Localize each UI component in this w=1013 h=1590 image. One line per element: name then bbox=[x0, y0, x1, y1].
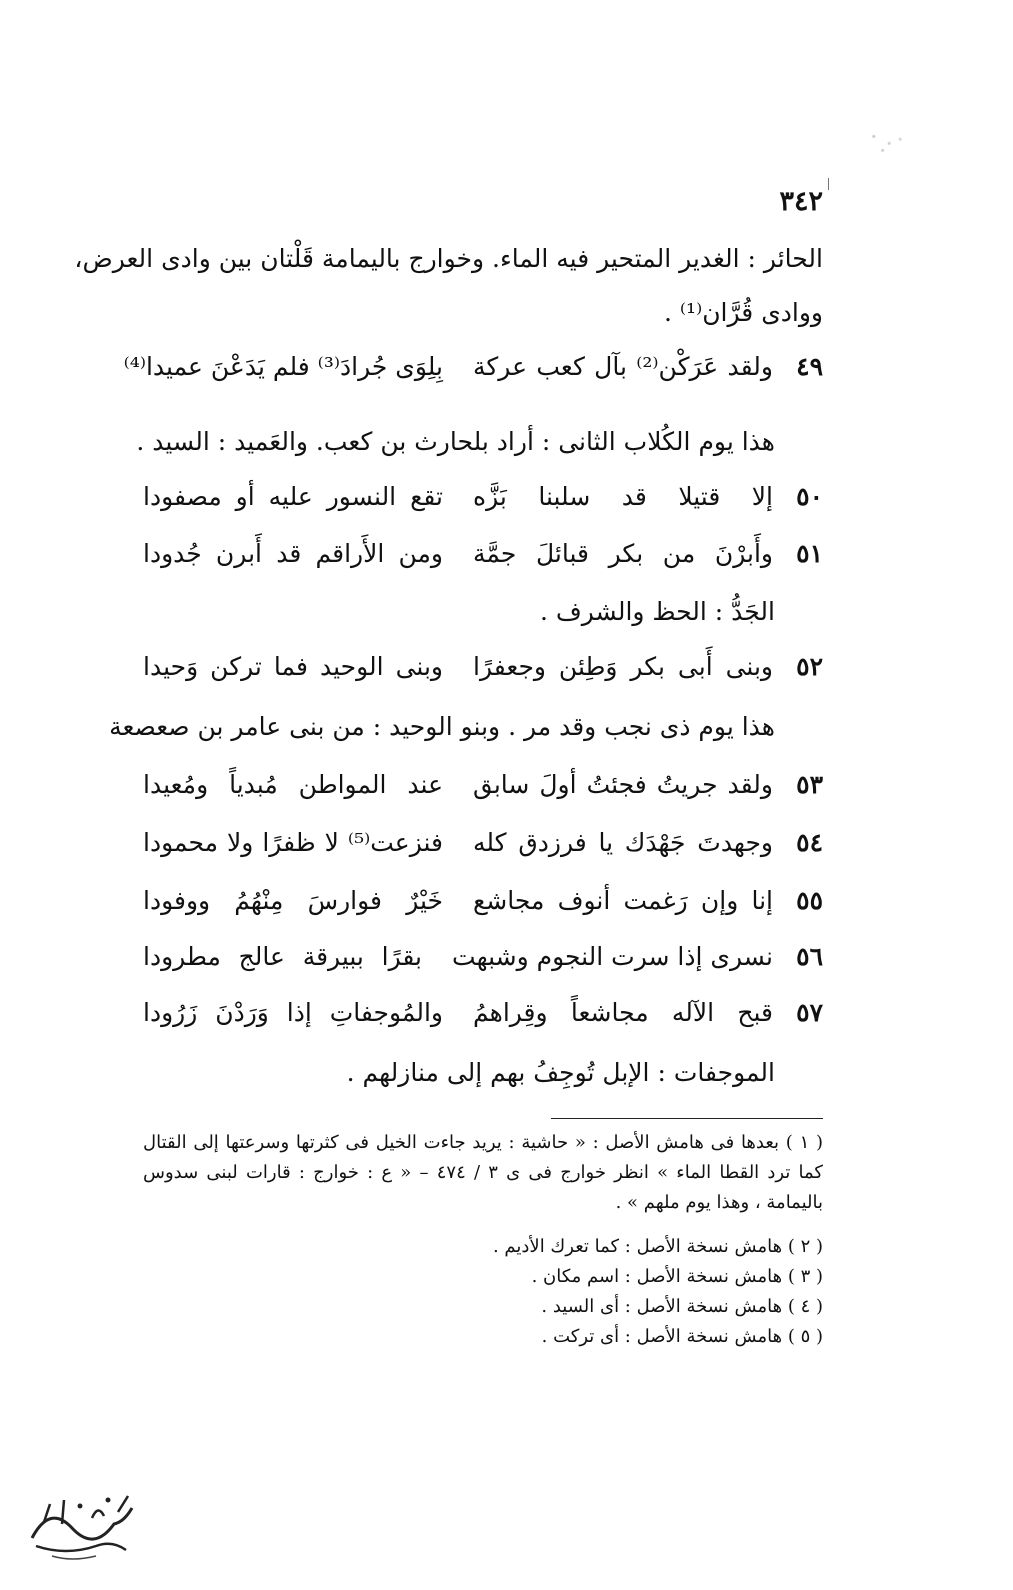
first-hemistich: وبنى أَبى بكر وَطِئن وجعفرًا bbox=[473, 652, 773, 681]
verse-number: ٥٥ bbox=[796, 886, 823, 915]
second-hemistich: خَيْرٌ فوارسَ مِنْهُمُ ووفودا bbox=[143, 886, 443, 915]
verse-number: ٥٠ bbox=[796, 482, 823, 511]
second-hemistich: بِلِوَى جُرادَ⁽³⁾ فلم يَدَعْنَ عميدا⁽⁴⁾ bbox=[123, 352, 443, 381]
margin-mark bbox=[828, 178, 829, 190]
first-hemistich: ولقد جريتُ فجئتُ أولَ سابق bbox=[473, 770, 773, 799]
library-logo bbox=[22, 1478, 150, 1566]
verse-line bbox=[143, 768, 823, 802]
page-number: ٣٤٢ bbox=[779, 186, 823, 217]
prose-line: الحائر : الغدير المتحير فيه الماء. وخوارج باليمامة قَلْتان بين وادى العرض، bbox=[74, 244, 823, 273]
second-hemistich: بقرًا ببيرقة عالج مطرودا bbox=[143, 942, 423, 971]
verse-number: ٥٣ bbox=[796, 770, 823, 799]
footnote-4: ( ٤ ) هامش نسخة الأصل : أى السيد . bbox=[541, 1296, 823, 1317]
second-hemistich: ومن الأَراقم قد أَبرن جُدودا bbox=[143, 539, 443, 568]
first-hemistich: إنا وإن رَغمت أنوف مجاشع bbox=[473, 886, 773, 915]
first-hemistich: وجهدتَ جَهْدَك يا فرزدق كله bbox=[473, 828, 773, 857]
footnote-5: ( ٥ ) هامش نسخة الأصل : أى تركت . bbox=[541, 1326, 823, 1347]
prose-line: الموجفات : الإبل تُوجِفُ بهم إلى منازلهم . bbox=[346, 1058, 775, 1087]
verse-line bbox=[143, 884, 823, 918]
verse-line bbox=[143, 826, 823, 860]
first-hemistich: نسرى إذا سرت النجوم وشبهت bbox=[452, 942, 773, 971]
verse-number: ٤٩ bbox=[796, 352, 823, 381]
verse-line bbox=[143, 537, 823, 571]
verse-number: ٥١ bbox=[796, 539, 823, 568]
second-hemistich: وبنى الوحيد فما تركن وَحيدا bbox=[143, 652, 443, 681]
verse-line bbox=[123, 350, 823, 384]
footnote-1: ( ١ ) بعدها فى هامش الأصل : « حاشية : يريد جاءت الخيل فى كثرتها وسرعتها إلى القتال كما ترد القطا الماء » انظر خوارج فى ى ٣ / ٤٧٤ – « ع : خوارج : قارات لبنى سدوس باليمامة ، وهذا يوم ملهم » . bbox=[143, 1132, 823, 1213]
second-hemistich: فنزعت⁽⁵⁾ لا ظفرًا ولا محمودا bbox=[143, 828, 443, 857]
verse-line bbox=[143, 650, 823, 684]
first-hemistich: ولقد عَرَكْن⁽²⁾ بآل كعب عركة bbox=[473, 352, 773, 381]
footnote-rule bbox=[551, 1118, 823, 1119]
verse-line bbox=[143, 940, 823, 974]
prose-line: الجَدُّ : الحظ والشرف . bbox=[539, 597, 775, 626]
prose-line: ووادى قُرَّان⁽¹⁾ . bbox=[663, 298, 823, 327]
first-hemistich: وأَبرْنَ من بكر قبائلَ جمَّة bbox=[473, 539, 773, 568]
first-hemistich: إلا قتيلا قد سلبنا بَزَّه bbox=[473, 482, 773, 511]
verse-number: ٥٢ bbox=[796, 652, 823, 681]
first-hemistich: قبح الآله مجاشعاً وقِراهمُ bbox=[473, 998, 773, 1027]
prose-line: هذا يوم الكُلاب الثانى : أراد بلحارث بن كعب. والعَميد : السيد . bbox=[136, 427, 775, 456]
verse-line bbox=[143, 996, 823, 1030]
verse-line bbox=[143, 480, 823, 514]
paper-speckle bbox=[865, 128, 909, 156]
verse-number: ٥٦ bbox=[796, 942, 823, 971]
verse-number: ٥٧ bbox=[796, 998, 823, 1027]
prose-line: هذا يوم ذى نجب وقد مر . وبنو الوحيد : من بنى عامر بن صعصعة bbox=[109, 712, 775, 741]
footnote-3: ( ٣ ) هامش نسخة الأصل : اسم مكان . bbox=[531, 1266, 823, 1287]
footnote-2: ( ٢ ) هامش نسخة الأصل : كما تعرك الأديم . bbox=[492, 1236, 823, 1257]
second-hemistich: عند المواطن مُبدياً ومُعيدا bbox=[143, 770, 443, 799]
second-hemistich: والمُوجفاتِ إذا وَرَدْنَ زَرُودا bbox=[143, 998, 443, 1027]
verse-number: ٥٤ bbox=[796, 828, 823, 857]
second-hemistich: تقع النسور عليه أو مصفودا bbox=[143, 482, 443, 511]
